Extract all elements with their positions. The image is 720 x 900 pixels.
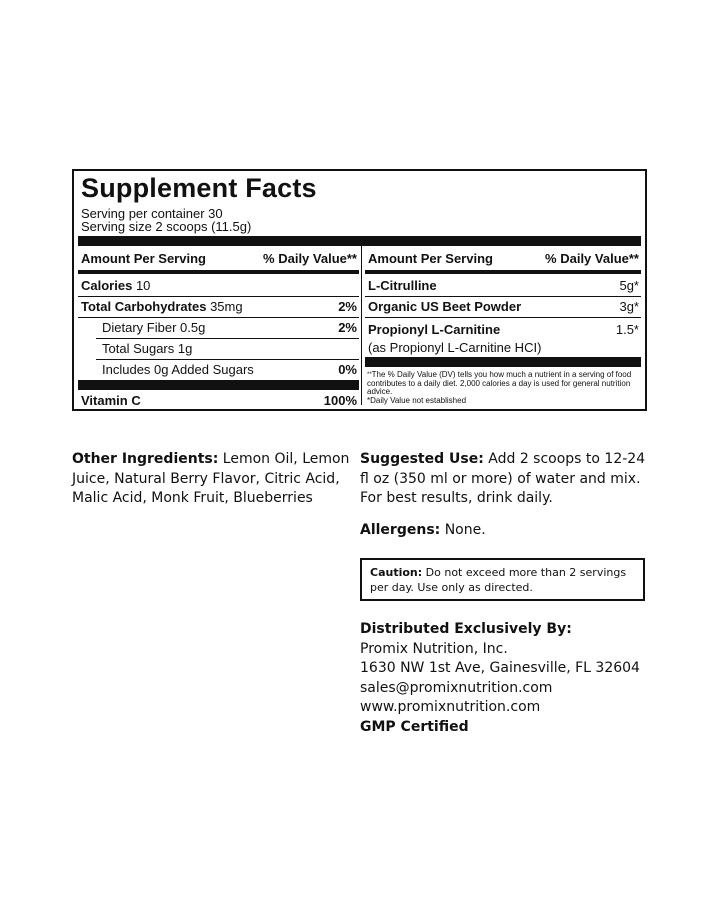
nutrient-row <box>96 339 359 360</box>
ingredient-row <box>365 297 641 318</box>
nutrient-row <box>78 276 359 297</box>
suggested-use-label: Suggested Use: <box>360 451 484 467</box>
nutrient-label: Vitamin C <box>81 393 141 408</box>
ingredient-row <box>365 276 641 297</box>
footnote-not-established: *Daily Value not established <box>367 395 467 405</box>
nutrient-amount: 10 <box>135 278 151 293</box>
footnote <box>367 371 643 405</box>
ingredient-sublabel: (as Propionyl L-Carnitine HCI) <box>368 340 542 355</box>
supplement-facts-panel <box>72 169 647 411</box>
nutrient-dv: 100% <box>323 393 357 408</box>
nutrient-dv: 0% <box>338 362 357 377</box>
nutrient-dv: 2% <box>338 320 357 335</box>
nutrient-dv: 2% <box>338 299 357 314</box>
nutrient-row <box>78 297 359 318</box>
distributor-address: 1630 NW 1st Ave, Gainesville, FL 32604 <box>360 660 640 676</box>
distributor-company: Promix Nutrition, Inc. <box>360 640 508 657</box>
right-header <box>365 246 641 274</box>
ingredient-label: Organic US Beet Powder <box>368 299 522 314</box>
caution-label: Caution: <box>370 566 423 579</box>
distributor-block <box>360 620 660 737</box>
suggested-use <box>360 450 650 509</box>
allergens-text: None. <box>444 522 486 538</box>
right-header-amount: Amount Per Serving <box>368 251 493 266</box>
allergens <box>360 521 650 541</box>
distributor-email: sales@promixnutrition.com <box>360 679 553 696</box>
nutrient-row <box>96 318 359 339</box>
other-ingredients-label: Other Ingredients: <box>72 451 219 467</box>
left-header-amount: Amount Per Serving <box>81 251 206 266</box>
suggested-use-text: Add 2 scoops to 12-24 fl oz (350 ml or more) of water and mix. For best results, drink daily. <box>360 451 646 506</box>
thick-divider <box>365 357 641 367</box>
left-header-dv: % Daily Value** <box>263 251 357 266</box>
thick-divider <box>78 236 641 246</box>
left-header <box>78 246 359 274</box>
nutrient-amount: 35mg <box>210 299 243 314</box>
allergens-label: Allergens: <box>360 522 441 538</box>
ingredient-row <box>365 320 641 360</box>
nutrient-label: Total Carbohydrates <box>81 299 207 314</box>
ingredient-label: Propionyl L-Carnitine <box>368 322 501 337</box>
column-divider <box>361 246 362 405</box>
nutrient-label: Calories <box>81 278 133 293</box>
caution-text: Do not exceed more than 2 servings per day. Use only as directed. <box>370 566 627 594</box>
gmp-certified: GMP Certified <box>360 718 469 735</box>
other-ingredients <box>72 450 352 509</box>
caution-box <box>360 558 645 601</box>
ingredient-amount: 1.5* <box>615 322 639 337</box>
thick-divider <box>78 380 359 390</box>
distributor-website: www.promixnutrition.com <box>360 699 541 715</box>
nutrient-label: Dietary Fiber 0.5g <box>102 320 206 335</box>
serving-size: Serving size 2 scoops (11.5g) <box>81 219 252 234</box>
ingredient-amount: 5g* <box>619 278 639 293</box>
footnote-marker: ** <box>367 372 372 378</box>
ingredient-label: L-Citrulline <box>368 278 437 293</box>
nutrient-row <box>78 391 359 411</box>
other-ingredients-text: Lemon Oil, Lemon Juice, Natural Berry Flavor, Citric Acid, Malic Acid, Monk Fruit, Blueberries <box>72 451 350 506</box>
ingredient-amount: 3g* <box>619 299 639 314</box>
nutrient-label: Includes 0g Added Sugars <box>102 362 254 377</box>
nutrient-label: Total Sugars 1g <box>102 341 193 356</box>
servings-per-container: Serving per container 30 <box>81 206 223 221</box>
distributor-heading: Distributed Exclusively By: <box>360 621 572 637</box>
facts-title: Supplement Facts <box>81 173 317 203</box>
nutrient-row <box>96 360 359 380</box>
right-header-dv: % Daily Value** <box>545 251 639 266</box>
footnote-dv: The % Daily Value (DV) tells you how much a nutrient in a serving of food contributes to a daily diet. 2,000 calories a day is used for general nutrition advice. <box>367 370 632 396</box>
